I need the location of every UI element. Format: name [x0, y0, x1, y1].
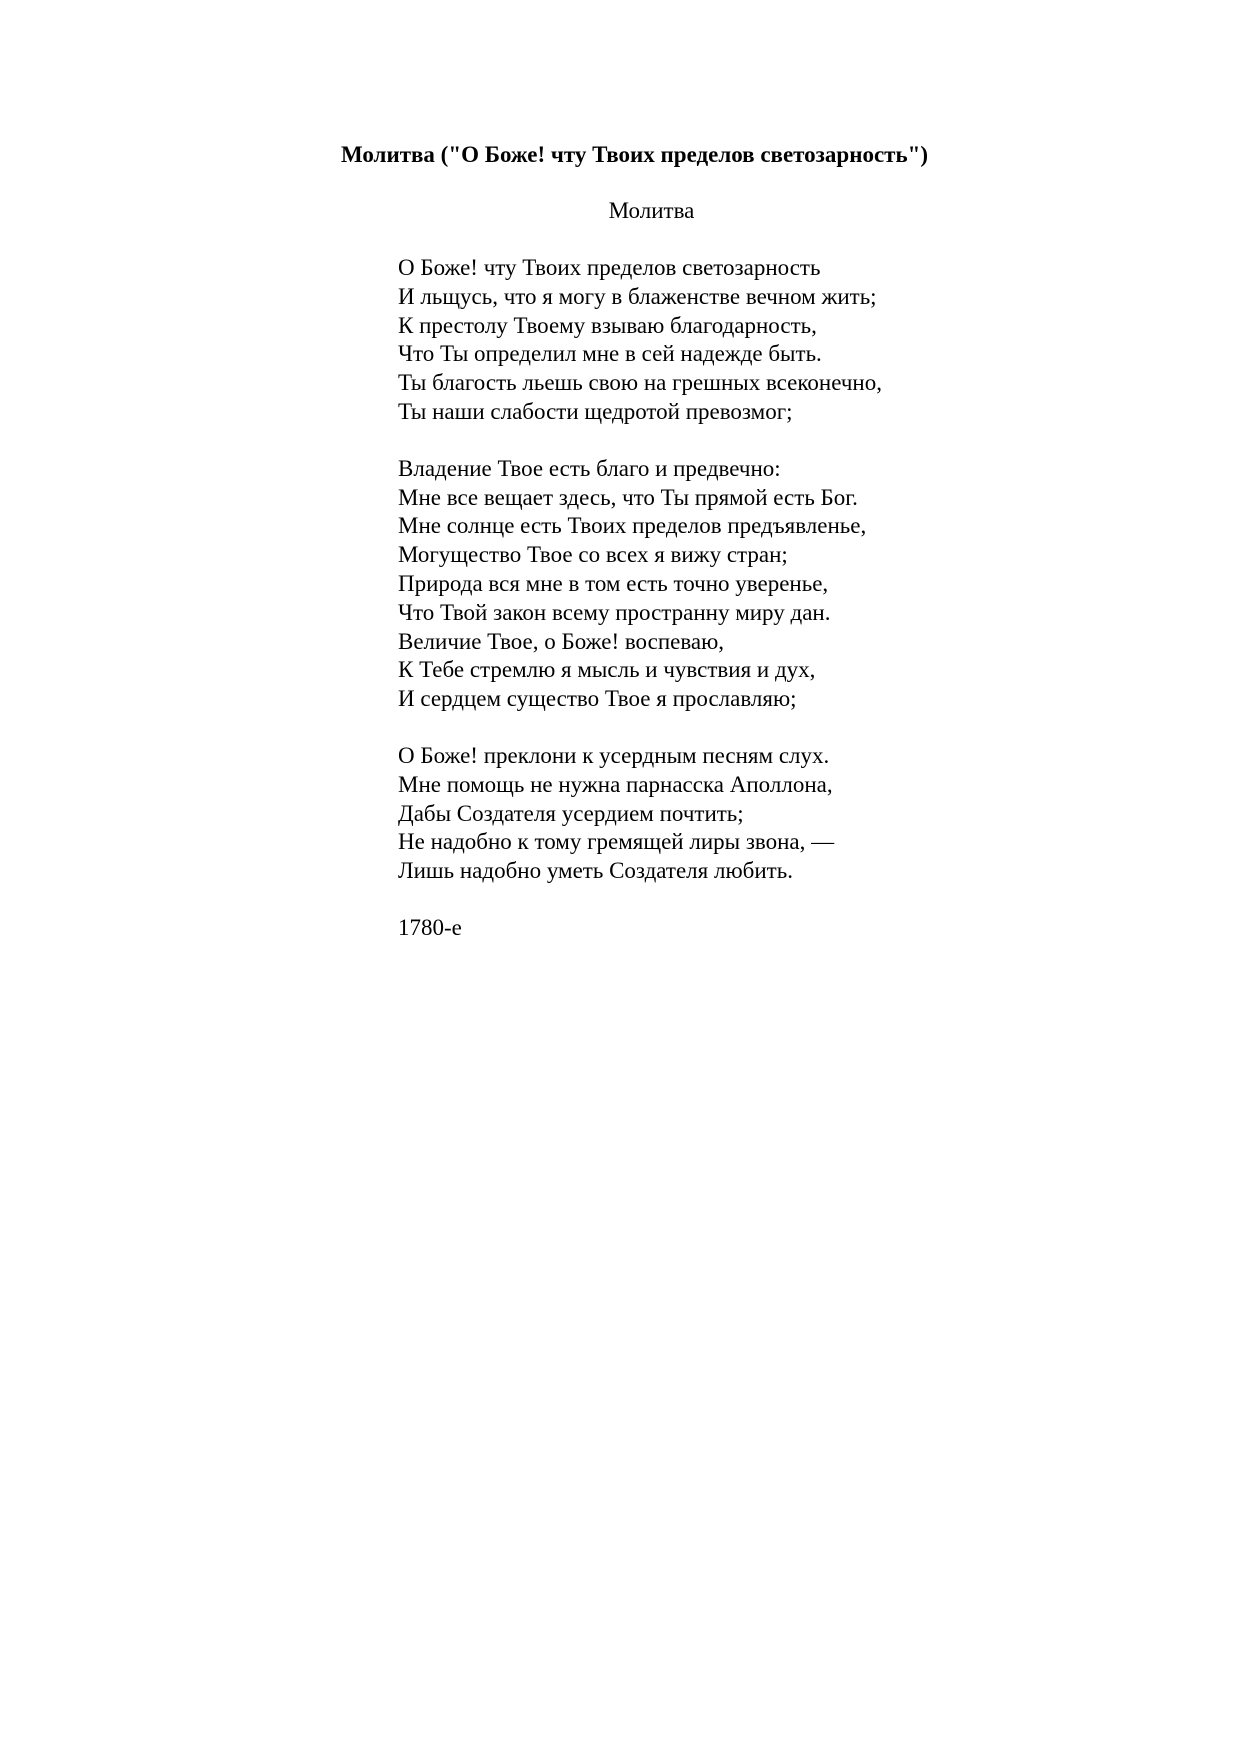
- stanza-3: [398, 742, 1098, 886]
- stanza-2: [398, 455, 1098, 714]
- poem-line: Дабы Создателя усердием почтить;: [398, 800, 744, 826]
- poem-line: И сердцем существо Твое я прославляю;: [398, 686, 797, 712]
- poem-line: Ты наши слабости щедротой превозмог;: [398, 398, 793, 424]
- poem-line: Могущество Твое со всех я вижу стран;: [398, 542, 788, 568]
- poem-line: К престолу Твоему взываю благодарность,: [398, 312, 817, 338]
- poem-line: Владение Твое есть благо и предвечно:: [398, 455, 781, 481]
- poem-line: Природа вся мне в том есть точно уверенье,: [398, 570, 829, 596]
- poem-line: Мне все вещает здесь, что Ты прямой есть Бог.: [398, 484, 858, 510]
- poem-line: Не надобно к тому гремящей лиры звона, —: [398, 829, 835, 855]
- poem-line: Что Ты определил мне в сей надежде быть.: [398, 341, 822, 367]
- stanza-1: [398, 254, 1098, 427]
- poem-line: К Тебе стремлю я мысль и чувствия и дух,: [398, 657, 816, 683]
- document-title: Молитва ("О Боже! чту Твоих пределов светозарность"): [340, 142, 929, 167]
- poem-body: [398, 254, 1098, 943]
- poem-line: Мне помощь не нужна парнасска Аполлона,: [398, 771, 833, 797]
- poem-line: О Боже! преклони к усердным песням слух.: [398, 742, 830, 768]
- poem-date: 1780-е: [398, 914, 462, 940]
- poem-line: Величие Твое, о Боже! воспеваю,: [398, 628, 725, 654]
- poem-line: О Боже! чту Твоих пределов светозарность: [398, 255, 821, 280]
- poem-line: Ты благость льешь свою на грешных всеконечно,: [398, 370, 882, 396]
- poem-heading: Молитва: [608, 198, 695, 223]
- poem-line: Лишь надобно уметь Создателя любить.: [398, 858, 793, 884]
- poem-line: И льщусь, что я могу в блаженстве вечном жить;: [398, 283, 877, 309]
- poem-line: Мне солнце есть Твоих пределов предъявленье,: [398, 513, 867, 539]
- poem-line: Что Твой закон всему пространну миру дан.: [398, 599, 831, 625]
